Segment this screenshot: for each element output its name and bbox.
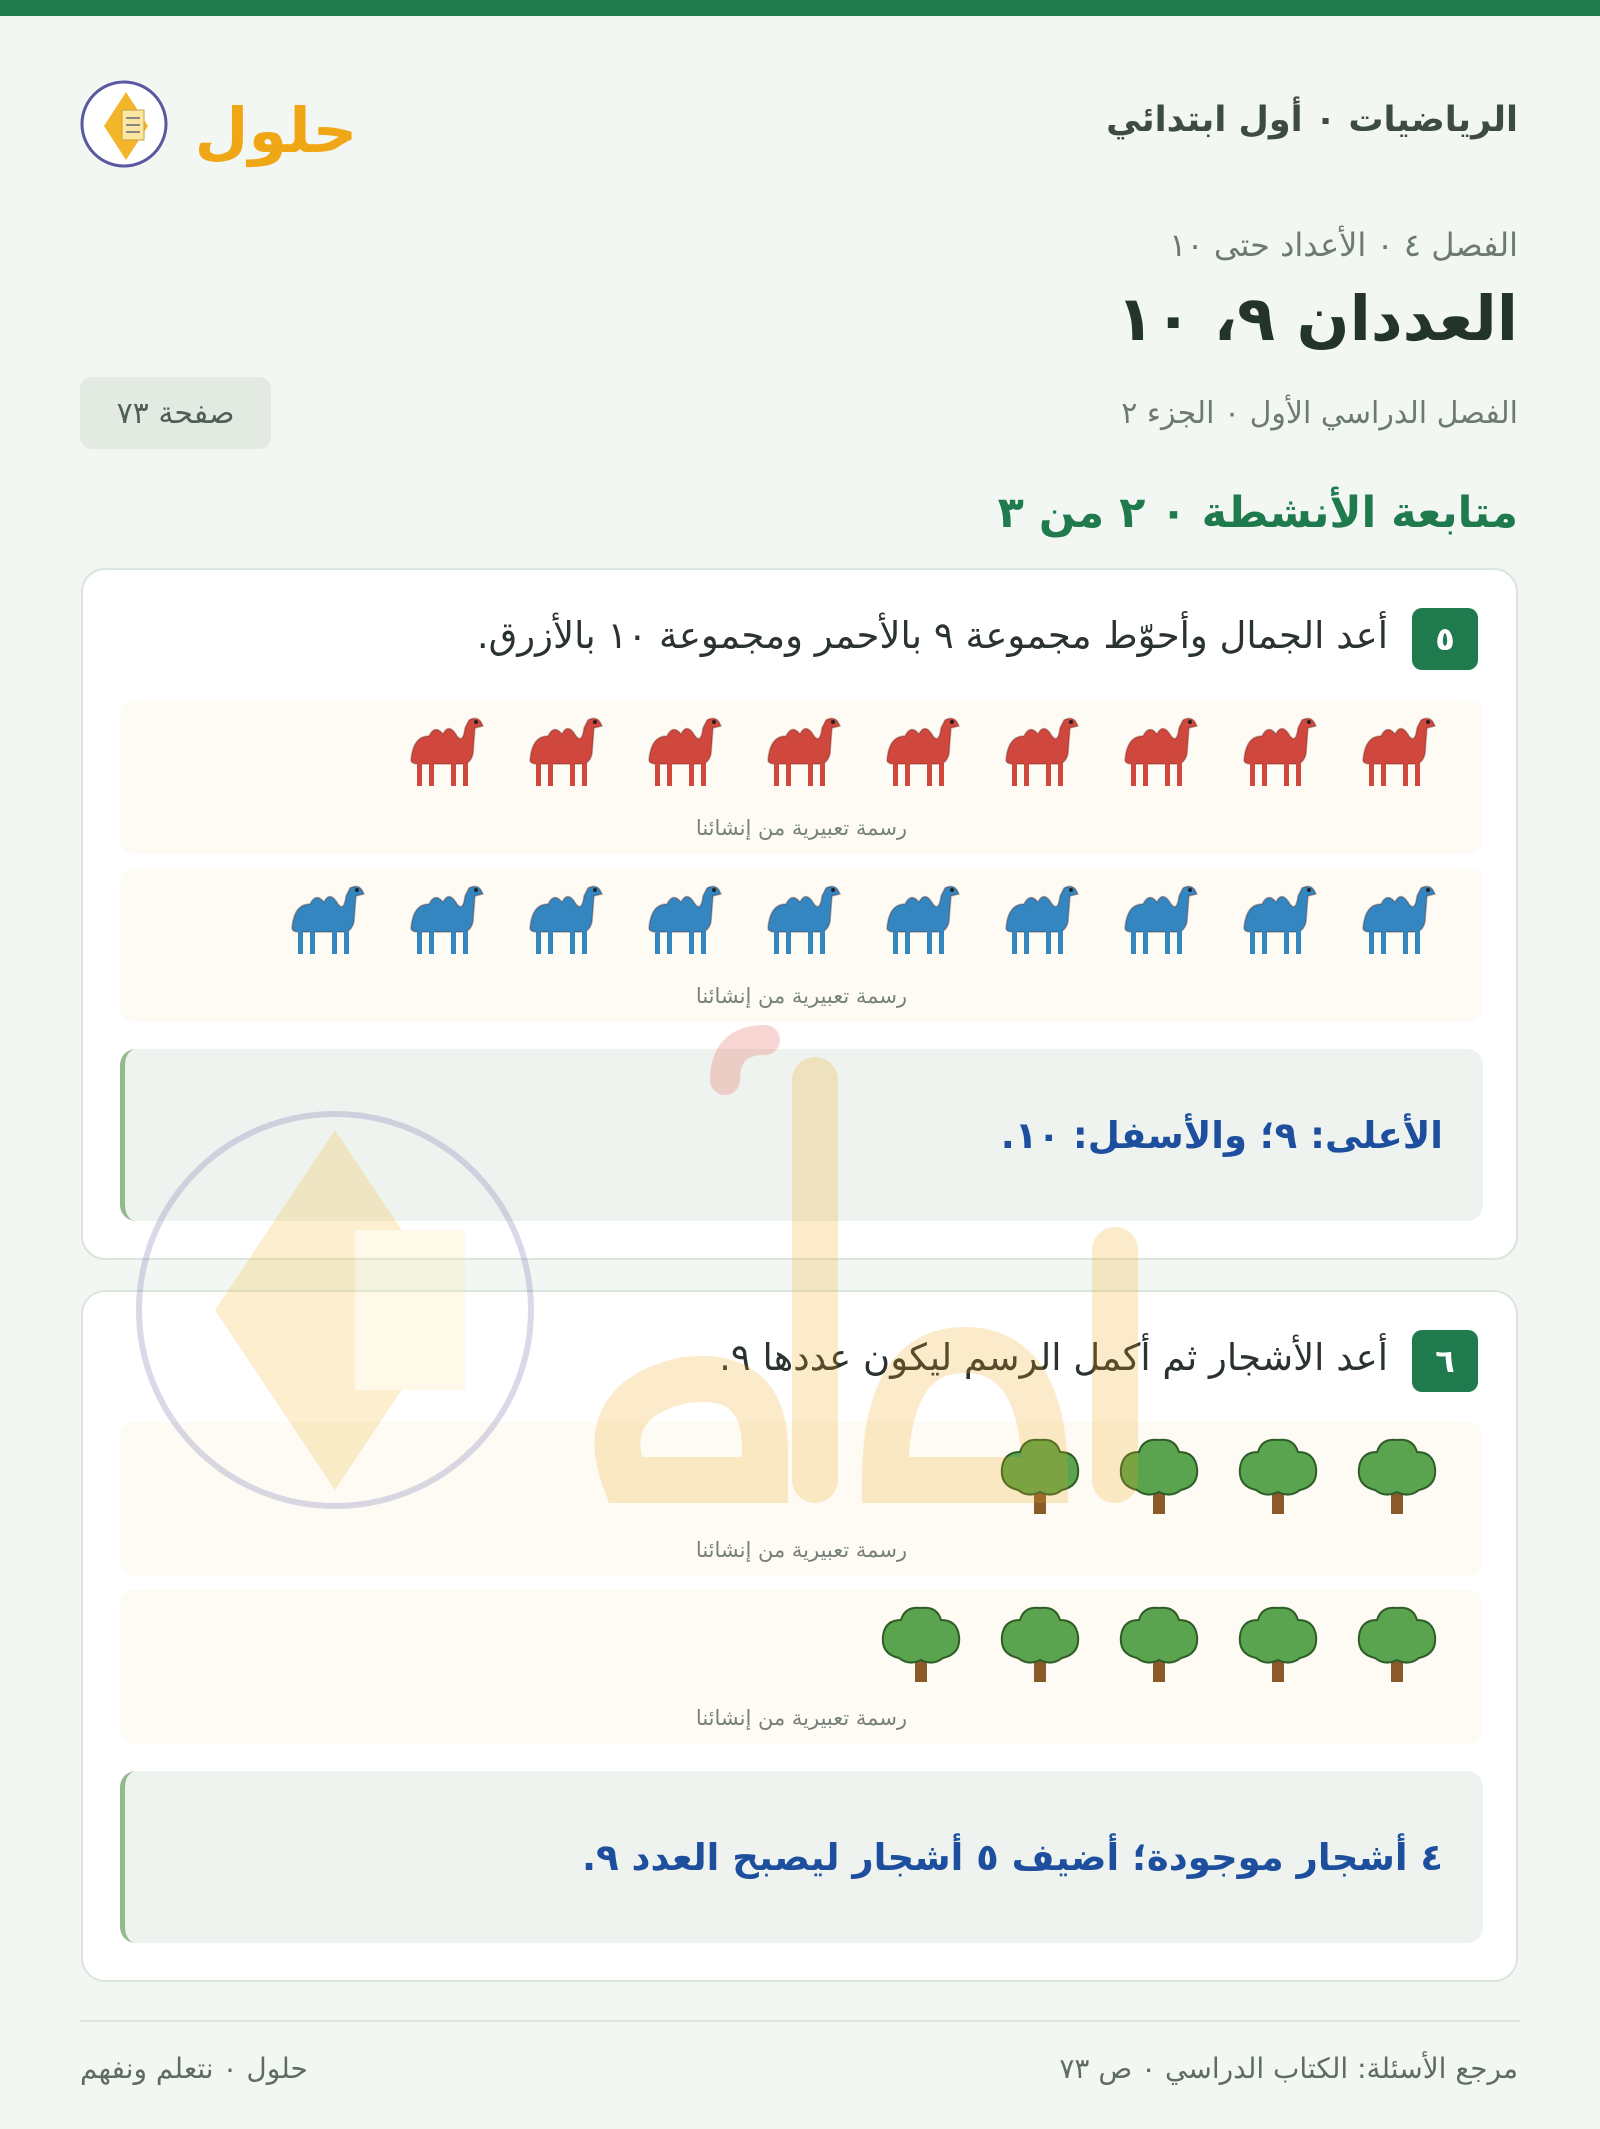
site-logo[interactable] [78,66,368,182]
tree-icon [1240,1440,1316,1514]
tree-group-bottom [120,1590,1483,1700]
camel-icon [1006,718,1078,786]
page-badge: صفحة ٧٣ [80,377,271,449]
tree-icon [1002,1608,1078,1682]
answer-text: ٤ أشجار موجودة؛ أضيف ٥ أشجار ليصبح العدد ٩. [582,1835,1443,1879]
camel-row-red [120,700,1483,854]
camel-icon [530,718,602,786]
question-text: أعد الجمال وأحوّط مجموعة ٩ بالأحمر ومجموعة ١٠ بالأزرق. [476,614,1388,657]
camel-icon [768,886,840,954]
footer-brand: حلول ٠ نتعلم ونفهم [80,2052,308,2085]
camel-icon [411,886,483,954]
tree-icon [1359,1440,1435,1514]
answer-text: الأعلى: ٩؛ والأسفل: ١٠. [1000,1113,1443,1157]
tree-icon [1240,1608,1316,1682]
camel-icon [1244,886,1316,954]
page-title: العددان ٩، ١٠ [1116,282,1518,355]
question-text: أعد الأشجار ثم أكمل الرسم ليكون عددها ٩. [719,1336,1388,1379]
camel-icon [1363,718,1435,786]
camel-icon [649,886,721,954]
answer-box [120,1049,1483,1221]
camel-icon [1363,886,1435,954]
camel-icon [1125,886,1197,954]
footer-divider [80,2020,1520,2022]
footer-reference: مرجع الأسئلة: الكتاب الدراسي ٠ ص ٧٣ [1059,2052,1518,2085]
question-number-badge: ٦ [1412,1330,1478,1392]
tree-row-top [120,1422,1483,1576]
camel-icon [292,886,364,954]
camel-icon [1244,718,1316,786]
tree-icon [1359,1608,1435,1682]
tree-row-bottom [120,1590,1483,1744]
camel-group-red [120,700,1483,810]
subject-label: الرياضيات ٠ أول ابتدائي [1106,100,1518,140]
term-label: الفصل الدراسي الأول ٠ الجزء ٢ [1121,396,1518,431]
camel-icon [768,718,840,786]
camel-icon [887,886,959,954]
camel-icon [649,718,721,786]
tree-icon [1121,1608,1197,1682]
camel-icon [1006,886,1078,954]
question-card-6 [81,1290,1518,1982]
camel-icon [887,718,959,786]
question-number-badge: ٥ [1412,608,1478,670]
answer-box [120,1771,1483,1943]
tree-icon [883,1608,959,1682]
tree-icon [1002,1440,1078,1514]
camel-group-blue [120,868,1483,978]
image-caption: رسمة تعبيرية من إنشائنا [695,1706,908,1730]
tree-group-top [120,1422,1483,1532]
tree-icon [1121,1440,1197,1514]
camel-icon [1125,718,1197,786]
camel-icon [530,886,602,954]
chapter-label: الفصل ٤ ٠ الأعداد حتى ١٠ [1169,226,1518,264]
top-accent-bar [0,0,1600,16]
section-title: متابعة الأنشطة ٠ ٢ من ٣ [997,488,1518,538]
image-caption: رسمة تعبيرية من إنشائنا [695,816,908,840]
logo-wordmark: حلول [194,94,358,167]
image-caption: رسمة تعبيرية من إنشائنا [695,984,908,1008]
camel-row-blue [120,868,1483,1022]
image-caption: رسمة تعبيرية من إنشائنا [695,1538,908,1562]
question-card-5 [81,568,1518,1260]
camel-icon [411,718,483,786]
